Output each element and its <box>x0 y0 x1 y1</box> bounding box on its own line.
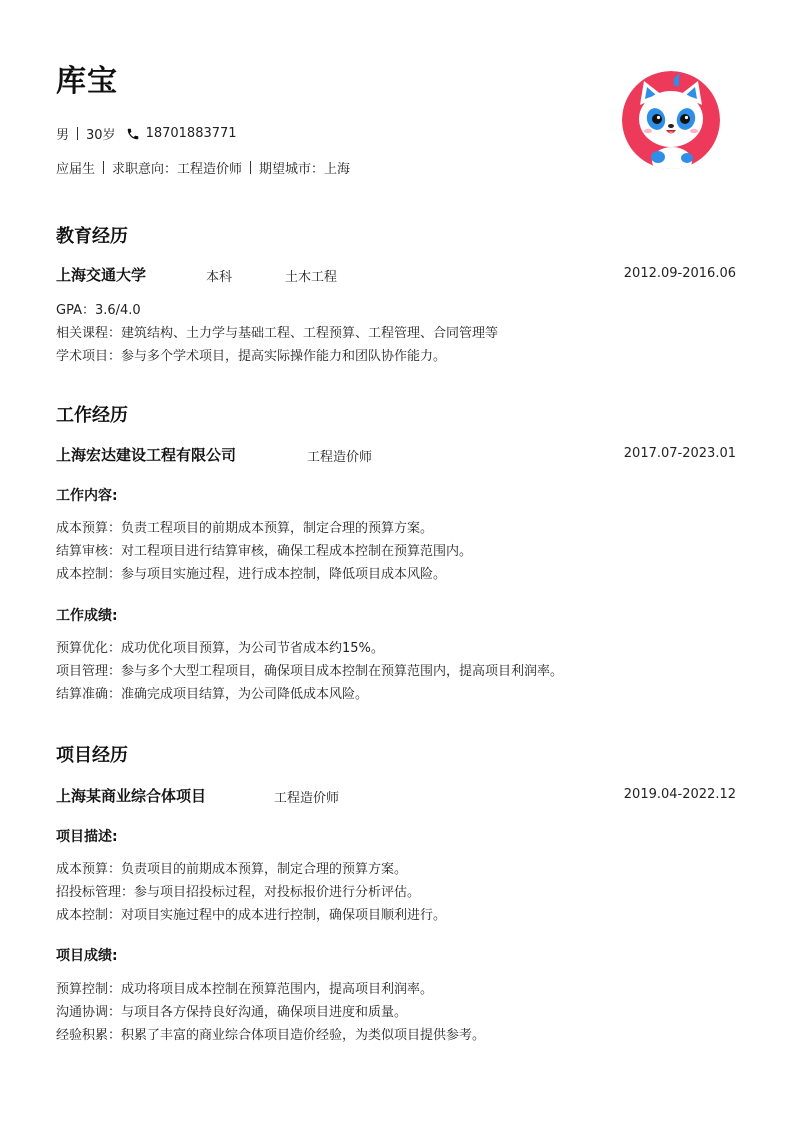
list-item: 成本控制：参与项目实施过程，进行成本控制，降低项目成本风险。 <box>56 567 447 582</box>
project-achievement-title: 项目成绩: <box>56 948 118 964</box>
divider <box>77 127 78 140</box>
candidate-name: 库宝 <box>56 64 118 99</box>
list-item: 预算控制：成功将项目成本控制在预算范围内，提高项目利润率。 <box>56 982 434 997</box>
list-item: 成本控制：对项目实施过程中的成本进行控制，确保项目顺利进行。 <box>56 908 447 923</box>
education-details <box>56 299 736 368</box>
work-date: 2017.07-2023.01 <box>623 446 736 461</box>
list-item: 结算准确：准确完成项目结算，为公司降低成本风险。 <box>56 687 369 702</box>
degree: 本科 <box>206 270 233 285</box>
job-intent: 求职意向：工程造价师 <box>112 162 243 177</box>
project-role: 工程造价师 <box>274 791 340 806</box>
list-item: 学术项目：参与多个学术项目，提高实际操作能力和团队协作能力。 <box>56 349 447 364</box>
work-achievement-title: 工作成绩: <box>56 608 118 624</box>
major: 土木工程 <box>285 270 338 285</box>
list-item: 经验积累：积累了丰富的商业综合体项目造价经验，为类似项目提供参考。 <box>56 1028 486 1043</box>
list-item: 相关课程：建筑结构、土力学与基础工程、工程预算、工程管理、合同管理等 <box>56 326 499 341</box>
expected-city: 期望城市：上海 <box>259 162 351 177</box>
project-description-list <box>56 858 736 927</box>
education-entry <box>56 264 736 286</box>
job-intent-line <box>56 158 350 177</box>
list-item: 成本预算：负责工程项目的前期成本预算，制定合理的预算方案。 <box>56 521 434 536</box>
work-entry <box>56 444 736 466</box>
work-role: 工程造价师 <box>307 450 373 465</box>
avatar <box>622 71 720 169</box>
phone-number: 18701883771 <box>145 126 237 141</box>
basic-info-line <box>56 124 237 143</box>
list-item: 预算优化：成功优化项目预算，为公司节省成本约15%。 <box>56 641 384 656</box>
list-item: 成本预算：负责项目的前期成本预算，制定合理的预算方案。 <box>56 862 408 877</box>
list-item: 项目管理：参与多个大型工程项目，确保项目成本控制在预算范围内，提高项目利润率。 <box>56 664 564 679</box>
list-item: 招投标管理：参与项目招投标过程，对投标报价进行分析评估。 <box>56 885 421 900</box>
project-date: 2019.04-2022.12 <box>623 787 736 802</box>
work-achievement-list <box>56 637 736 706</box>
cartoon-cat-avatar-icon <box>622 71 720 169</box>
project-achievement-list <box>56 978 736 1047</box>
school-name: 上海交通大学 <box>56 266 147 284</box>
project-description-title: 项目描述: <box>56 829 118 845</box>
education-date: 2012.09-2016.06 <box>623 266 736 281</box>
list-item: 沟通协调：与项目各方保持良好沟通，确保项目进度和质量。 <box>56 1005 408 1020</box>
section-title-project: 项目经历 <box>56 745 128 766</box>
age: 30岁 <box>86 128 116 143</box>
candidate-status: 应届生 <box>56 162 96 177</box>
gender: 男 <box>56 128 70 143</box>
work-content-list <box>56 517 736 586</box>
company-name: 上海宏达建设工程有限公司 <box>56 446 237 464</box>
section-title-education: 教育经历 <box>56 226 128 247</box>
divider <box>103 161 104 174</box>
project-entry <box>56 785 736 807</box>
work-content-title: 工作内容: <box>56 488 118 504</box>
divider <box>250 161 251 174</box>
list-item: 结算审核：对工程项目进行结算审核，确保工程成本控制在预算范围内。 <box>56 544 473 559</box>
phone-icon <box>126 127 140 141</box>
project-name: 上海某商业综合体项目 <box>56 787 207 805</box>
list-item: GPA：3.6/4.0 <box>56 303 141 318</box>
section-title-work: 工作经历 <box>56 405 128 426</box>
